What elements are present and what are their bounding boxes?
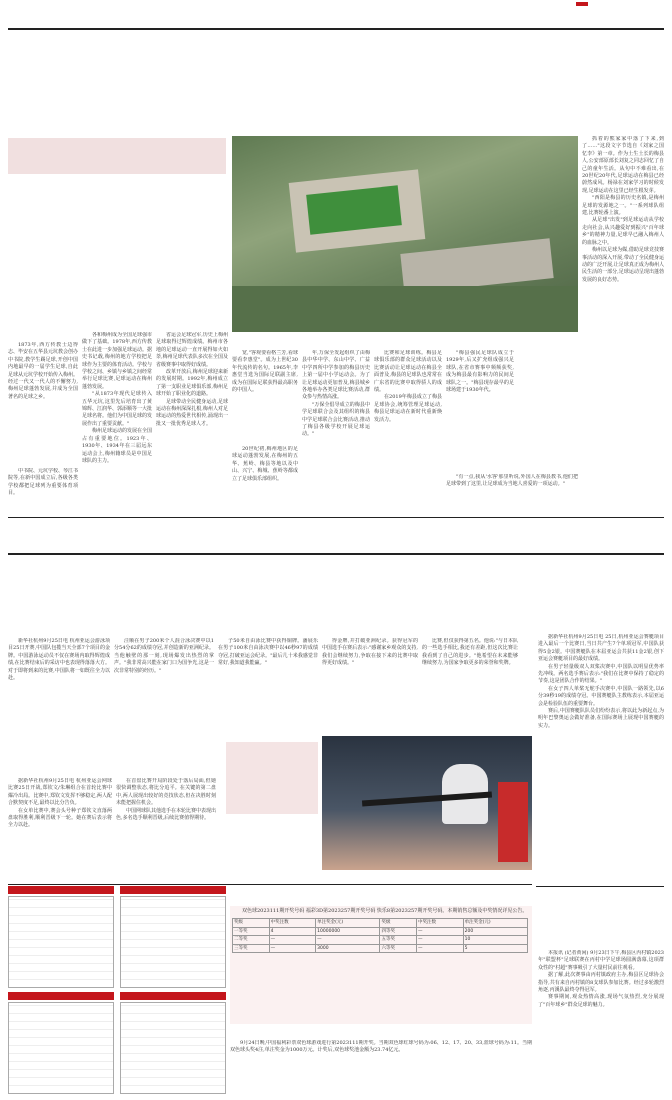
feature-body-col6: 比赛和足球训练。梅县足球俱乐部的群众足球活动以及比赛活动让足球运动在梅县全面普及,梅县的足球队也常常在广东省的比赛中取得骄人的成绩。 在2019年梅县成立了梅县足球协会,统筹管理足球运动,梅县足球运动在新时代重新焕发活力。 [374, 350, 442, 423]
lottery-draw-results: 双色球2023111期开奖号码 福彩3D第2023257期开奖号码 快乐8第2023257期开奖号码。本期销售总额及中奖情况详见公告。 奖级 中奖注数 单注奖金(元) 奖级 中奖注数 单注奖金(元) 一等奖 4 10000000 四等奖 — 200 二等奖 — — 五等奖 — 10 三等奖 — 3000 六等奖 — 5 [230, 906, 532, 1024]
lottery-table: 奖级 中奖注数 单注奖金(元) 奖级 中奖注数 单注奖金(元) 一等奖 4 10000000 四等奖 — 200 二等奖 — — 五等奖 — 10 三等奖 — 3000 六等奖 — 5 [232, 918, 528, 953]
swim-body-col5: 比赛,但仅获得第五名。他说:"与日本队的一些选手相比,我还有差距,但这次比赛让我看到了自己的进步。"他希望在未来能够继续努力,为国家争取更多的荣誉和奖牌。 [422, 638, 518, 667]
swim-body-col2: 汪顺在男子200米个人混合泳决赛中以1分54分62的成绩夺冠,并创造新的亚洲纪录。当他触壁的那一刻,现场爆发出热烈的掌声。"我非常高兴能在家门口为国争光,这是一次非常特别的经历。" [114, 638, 214, 674]
scoreboard-header-3 [8, 992, 114, 1000]
feature-body-col1: 1873年,西方传教士边得志、毕安在五华县元坑教会创办中书院,教学生踢足球,开创中国内地最早的一届学生足球,自此足球从元坑学校开始传入梅州。经过一代又一代人的不懈努力,梅州足球蓬勃发展,并成为全国著名的足球之乡。 [8, 342, 78, 400]
swim-body-col1: 新华社杭州9月25日电 杭州亚运会游泳项目25日开赛,中国队包揽当天全部7个项目的金牌。中国游泳运动员不仅在赛场内取得辉煌成绩,在比赛结束后的采访中也表现得落落大方。对于即将到来的比赛,中国队将一如既往全力以赴。 [8, 638, 110, 682]
keyword-jianxing [452, 450, 458, 469]
feature-body-col1b: 中书院、元坑学校、琴江书院等,在新中国成立后,各级各类学校都把足球列为重要体育项目。 [8, 468, 78, 497]
scoreboard-header-4 [120, 992, 226, 1000]
tennis-body-col2: 在首盘比赛开局阶段处于落后局面,但她很快调整状态,将比分追平。在关键的第二盘中,两人展现出较好的竞技状态,但在决胜时刻未能把握住机会。 中国网球队其他选手在本轮比赛中表现出色,多名选手顺利晋级,后续比赛值得期待。 [116, 778, 216, 822]
series-banner [8, 138, 226, 174]
swim-body-col4: 得金牌,并打破亚洲纪录。获得冠军的中国选手在赛后表示:"感谢家乡观众的支持,我们会继续努力,争取在接下来的比赛中取得更好成绩。" [322, 638, 418, 667]
keyword-reai [244, 424, 250, 443]
feature-body-col7b: "有一点,我从'水客'那里听说,外国人在梅县教书,他们把足球带到了这里,让足球成为当地人喜爱的一项运动。" [446, 474, 578, 488]
newspaper-logo [576, 2, 588, 6]
shooting-caption [226, 816, 318, 882]
keyword-chuxin [24, 445, 30, 464]
feature-right-column: 抓着的熊家家中落了下来,到了……"这段文字节选自《刘家之国忆李》第一章。作为土生土长的梅县人,公安部原部长刘复之同志回忆了自己的童年生活。从句中不难看出,在20世纪20年代,足球运动在梅县已经蔚然成风。杨禄在刘家学习的时候发现,足球运动在这里已经生根发芽。 "西阳是梅县的历史名镇,是梅州足球的发源地之一。"一系列球队组建,比赛轮番上演。 从足球"出发"到足球运动从学校走向社会,从兴趣爱好到振兴"百年球乡"的精神力量,足球早已融入梅州人的血脉之中。 梅州以足球为媒,借助足球竞技赛事活动的深入开展,带动了全民健身运动的广泛开展,让足球真正成为梅州人民生活的一部分,足球运动呈现出蓬勃发展的良好态势。 [582, 136, 664, 283]
stadium-aerial-photo [232, 136, 578, 332]
scoreboard-header-2 [120, 886, 226, 894]
bingcun-body: 本报讯 (记者黄闲) 9月23日下午,梅县区丙村镇2023年"联盟杯"足球联赛在丙村中学足球场圆满落幕,这项群众性的"村超"赛事吸引了大量村民前往观看。 据了解,此次赛事由丙村镇政府主办,梅县区足球协会指导,共有来自丙村镇的8支球队参加比赛。经过多轮激烈角逐,丙溪队最终夺得冠军。 赛事期间,观众热情高涨,现场气氛热烈,充分展现了"百年球乡"群众足球的魅力。 [538, 950, 664, 1008]
feature-body-col4b: 20世纪初,梅州地区的足球运动蓬勃发展,在梅州的五华、蕉岭、梅县等地以及中山、兴宁、梅城、蕉岭等都成立了足球俱乐部组织。 [232, 446, 298, 482]
feature-body-col4: 宽,"客观要看格兰芳,看球要看李惠堂"。成为上世纪30年代流传的名句。1965年,李惠堂当选为国际足联副主席,成为在国际足联获得最高职务的中国人。 [232, 350, 298, 394]
tennis-body-col1: 据新华社杭州9月25日电 杭州亚运会网球比赛25日开战,郑钦文/朱琳组合在首轮比赛中爆冷出局。比赛中,郑钦文发挥不够稳定,两人配合默契度不足,最终以比分告负。 在女单比赛中,赛会头号种子郑钦文直落两盘取得胜利,顺利晋级下一轮。她在赛后表示将全力以赴。 [8, 778, 112, 829]
swim-body-col3: 子50米自由泳比赛中获得铜牌。潘展乐在男子100米自由泳决赛中以46秒97的成绩夺冠,打破亚运会纪录。"最后几十米我感觉非常好,我知道我能赢。" [218, 638, 318, 667]
feature-body-col7: "梅县强民足球队成立于1929年,后又扩充组成强兴足球队,在省市赛事中频频获奖,成为梅县最有影响力的民间足球队之一。"梅县现存最早的足球场建于1930年代。 [446, 350, 514, 394]
rowing-body: 据新华社杭州9月25日电 25日,杭州亚运会赛艇项目进入最后一个比赛日,当日共产生7个单项冠军,中国队获得5金2银。中国赛艇队在本届亚运会共获11金2银,创下亚运会赛艇项目的最好成绩。 在男子轻量级双人双桨决赛中,中国队以明显优势率先冲线。两名选手赛后表示:"我们在比赛中保持了稳定的节奏,这是团队合作的结果。" 在女子四人单桨无舵手决赛中,中国队一路领先,以6分39秒19的成绩夺冠。中国赛艇队主教练表示,本届亚运会是检验队伍的重要舞台。 赛后,中国赛艇队队员们纷纷表示,将以此为新起点,为明年巴黎奥运会做好准备,在国际赛场上展现中国赛艇的实力。 [538, 634, 664, 729]
scoreboard-grid [8, 886, 226, 1094]
shooting-photo [322, 736, 532, 870]
shooting-headline-box [226, 742, 318, 814]
feature-body-col5: 年,万保全发起组织了由梅县中华中学、东山中学、广益中学四所中学参加的梅县历史上第一届中小学运动会。为了让足球运动更加普及,梅县城乡各地举办各类足球比赛活动,群众参与热情高涨。 "万保全倡导成立的梅县中学足球联合会及其组织的梅县中学足球联合会比赛活动,推动了梅县各级学校开展足球运动。" [302, 350, 370, 438]
banner-line2 [8, 141, 226, 143]
lottery-notes: 9月24日晚,中国福利彩票双色球游戏进行第2023111期开奖。当期双色球红球号码为:06、12、17、20、33,蓝球号码为:11。当期双色球头奖4注,单注奖金为1000万元。计奖后,双色球奖池金额为23.74亿元。 [230, 1040, 532, 1054]
feature-body-col3: 省运会足球冠军,历史上梅州足球取得过辉煌成绩。梅州市各地的足球运动一直开展得如火如荼,梅州足球代表队多次在全国及省级赛事中取得好成绩。 改革开放后,梅州足球迎来新的发展时期。1992年,梅州成立了第一支职业足球俱乐部,梅州足球开始了职业化的道路。 足球带动全民健身运动,足球运动在梅州深深扎根,梅州人对足球运动的热爱世代相传,涌现出一批又一批优秀足球人才。 [156, 332, 228, 427]
feature-body-col2: 各和梅州成为全国足球强市做下了基础。1978年,西方传教士在此进一步加强足球运动。据史书记载,梅州的地方学校把足球作为主要的体育活动。学校与学校之间、乡镇与乡镇之间经常举行足球比赛,足球运动在梅州蓬勃发展。 "从1873年现代足球传入五华元坑,这里先后培育出了黄锦辉、江润华、郭添顺等一大批足球名将。他们为中国足球的发展作出了重要贡献。" 梅州足球运动的发展在全国占有重要地位。1923年、1930年、1934年在三届远东运动会上,梅州籍球员是中国足球队的主力。 [82, 332, 152, 464]
column-intro [8, 180, 230, 310]
scoreboard-header-1 [8, 886, 114, 894]
